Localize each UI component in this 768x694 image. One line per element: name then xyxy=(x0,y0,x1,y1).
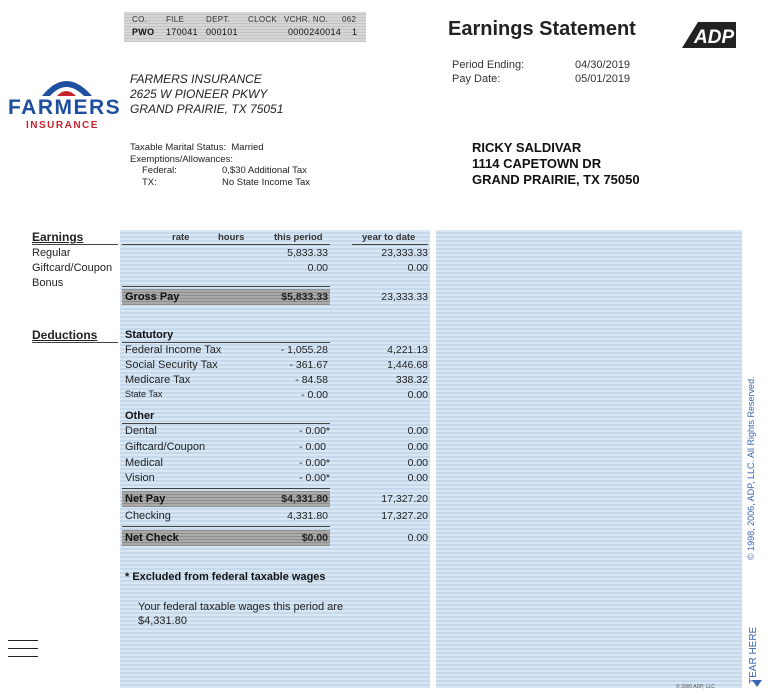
col-rate: rate xyxy=(172,232,190,243)
other-label: Other xyxy=(125,410,155,422)
gross-pay-ytd: 23,333.33 xyxy=(381,291,428,303)
footer-copyright: © 2000 ADP, LLC xyxy=(676,684,715,690)
other-row-ytd: 0.00 xyxy=(407,425,428,437)
deductions-section-label: Deductions xyxy=(32,328,98,342)
statutory-row-ytd: 1,446.68 xyxy=(387,359,428,371)
other-row-label: Dental xyxy=(125,425,157,437)
code-value-dept: 000101 xyxy=(206,27,238,37)
net-pay-ytd: 17,327.20 xyxy=(381,493,428,505)
code-label-file: FILE xyxy=(166,15,185,24)
net-pay-label: Net Pay xyxy=(125,493,166,505)
code-value-vchr: 0000240014 xyxy=(288,27,342,37)
exemptions-label: Exemptions/Allowances: xyxy=(130,153,233,165)
taxable-wages-line2: $4,331.80 xyxy=(138,615,187,627)
code-label-clock: CLOCK xyxy=(248,15,278,24)
other-row-ytd: 0.00 xyxy=(407,441,428,453)
statutory-row-this: - 1,055.28 xyxy=(280,344,328,356)
tear-here-label: TEAR HERE xyxy=(748,626,759,684)
statutory-row-this: - 361.67 xyxy=(289,359,328,371)
employee-address-line2: GRAND PRAIRIE, TX 75050 xyxy=(472,172,640,187)
other-row-label: Giftcard/Coupon xyxy=(125,441,206,453)
code-value-co: PWO xyxy=(132,27,155,37)
statutory-row-this: - 0.00 xyxy=(301,389,328,401)
other-row-this: - 0.00* xyxy=(299,425,330,437)
other-row-label: Medical xyxy=(125,457,163,469)
statutory-row-this: - 84.58 xyxy=(295,374,328,386)
earnings-row-ytd: 0.00 xyxy=(407,262,428,274)
deductions-divider xyxy=(32,342,118,343)
marital-label: Taxable Marital Status: xyxy=(130,142,227,153)
earnings-row-label: Regular xyxy=(32,247,71,259)
federal-label: Federal: xyxy=(142,165,177,176)
tax-info xyxy=(130,142,310,188)
other-row-ytd: 0.00 xyxy=(407,472,428,484)
farmers-logo xyxy=(8,66,126,132)
net-check-label: Net Check xyxy=(125,532,179,544)
code-label-num: 062 xyxy=(342,15,357,24)
company-name: FARMERS INSURANCE xyxy=(130,72,262,86)
company-address-line1: 2625 W PIONEER PKWY xyxy=(130,87,268,101)
other-row-this: - 0.00 xyxy=(299,441,326,453)
code-value-file: 170041 xyxy=(166,27,198,37)
tx-label: TX: xyxy=(142,176,157,188)
company-code-box xyxy=(124,12,366,42)
statutory-row-ytd: 4,221.13 xyxy=(387,344,428,356)
checking-label: Checking xyxy=(125,510,171,522)
net-check-rule xyxy=(122,526,330,527)
other-row-this: - 0.00* xyxy=(299,472,330,484)
statutory-rule xyxy=(122,342,330,343)
federal-value: 0,$30 Additional Tax xyxy=(222,165,307,176)
statutory-row-label: Federal Income Tax xyxy=(125,344,222,356)
tear-mark xyxy=(8,648,38,649)
col-hours: hours xyxy=(218,232,245,243)
code-label-vchr: VCHR. NO. xyxy=(284,15,329,24)
period-ending-value: 04/30/2019 xyxy=(575,59,631,71)
other-row-ytd: 0.00 xyxy=(407,457,428,469)
taxable-wages-line1: Your federal taxable wages this period are xyxy=(138,601,344,613)
code-label-co: CO. xyxy=(132,15,148,24)
earnings-row-label: Bonus xyxy=(32,277,64,289)
copyright-vertical: © 1998, 2006, ADP, LLC. All Rights Reserved. xyxy=(746,376,756,560)
net-pay-rule xyxy=(122,488,330,489)
code-value-seq: 1 xyxy=(352,27,358,37)
employee-address-line1: 1114 CAPETOWN DR xyxy=(472,156,602,171)
pay-date-label: Pay Date: xyxy=(452,73,501,85)
code-label-dept: DEPT. xyxy=(206,15,231,24)
net-check-this: $0.00 xyxy=(301,532,328,544)
tear-arrow-icon xyxy=(752,680,762,687)
earnings-row-label: Giftcard/Coupon xyxy=(32,262,113,274)
col-ytd: year to date xyxy=(362,232,416,243)
header-rule-ytd xyxy=(352,244,428,245)
earnings-section-label: Earnings xyxy=(32,230,84,244)
pay-date-value: 05/01/2019 xyxy=(575,73,631,85)
gross-pay-label: Gross Pay xyxy=(125,291,180,303)
period-ending-label: Period Ending: xyxy=(452,59,525,71)
statutory-label: Statutory xyxy=(125,329,174,341)
employee-address xyxy=(472,140,640,188)
earnings-row-this: 0.00 xyxy=(307,262,328,274)
statutory-row-label: Social Security Tax xyxy=(125,359,218,371)
net-check-ytd: 0.00 xyxy=(407,532,428,544)
checking-ytd: 17,327.20 xyxy=(381,510,428,522)
checking-this: 4,331.80 xyxy=(287,510,328,522)
farmers-logo-sub: INSURANCE xyxy=(26,120,99,131)
gross-pay-this: $5,833.33 xyxy=(281,291,328,303)
gross-rule xyxy=(122,286,330,287)
other-row-label: Vision xyxy=(125,472,155,484)
excluded-note: * Excluded from federal taxable wages xyxy=(125,571,326,583)
marital-value: Married xyxy=(231,142,264,153)
blank-panel xyxy=(436,230,742,688)
company-address-line2: GRAND PRAIRIE, TX 75051 xyxy=(130,102,284,116)
earnings-divider xyxy=(32,244,118,245)
net-pay-this: $4,331.80 xyxy=(281,493,328,505)
statutory-row-label: Medicare Tax xyxy=(125,374,191,386)
adp-logo-text: ADP xyxy=(694,27,735,48)
earnings-row-ytd: 23,333.33 xyxy=(381,247,428,259)
header-rule-this xyxy=(122,244,330,245)
employee-name: RICKY SALDIVAR xyxy=(472,140,582,155)
other-rule xyxy=(122,423,330,424)
company-address xyxy=(130,72,283,117)
statement-title: Earnings Statement xyxy=(448,18,636,40)
tx-value: No State Income Tax xyxy=(222,176,311,188)
farmers-logo-word: FARMERS xyxy=(8,96,122,119)
statutory-row-ytd: 0.00 xyxy=(407,389,428,401)
tear-mark xyxy=(8,656,38,657)
col-this-period: this period xyxy=(274,232,323,243)
statutory-row-ytd: 338.32 xyxy=(395,374,428,386)
other-row-this: - 0.00* xyxy=(299,457,330,469)
adp-logo xyxy=(680,20,738,50)
earnings-row-this: 5,833.33 xyxy=(287,247,328,259)
statutory-row-label: State Tax xyxy=(125,389,163,399)
tear-mark xyxy=(8,640,38,641)
